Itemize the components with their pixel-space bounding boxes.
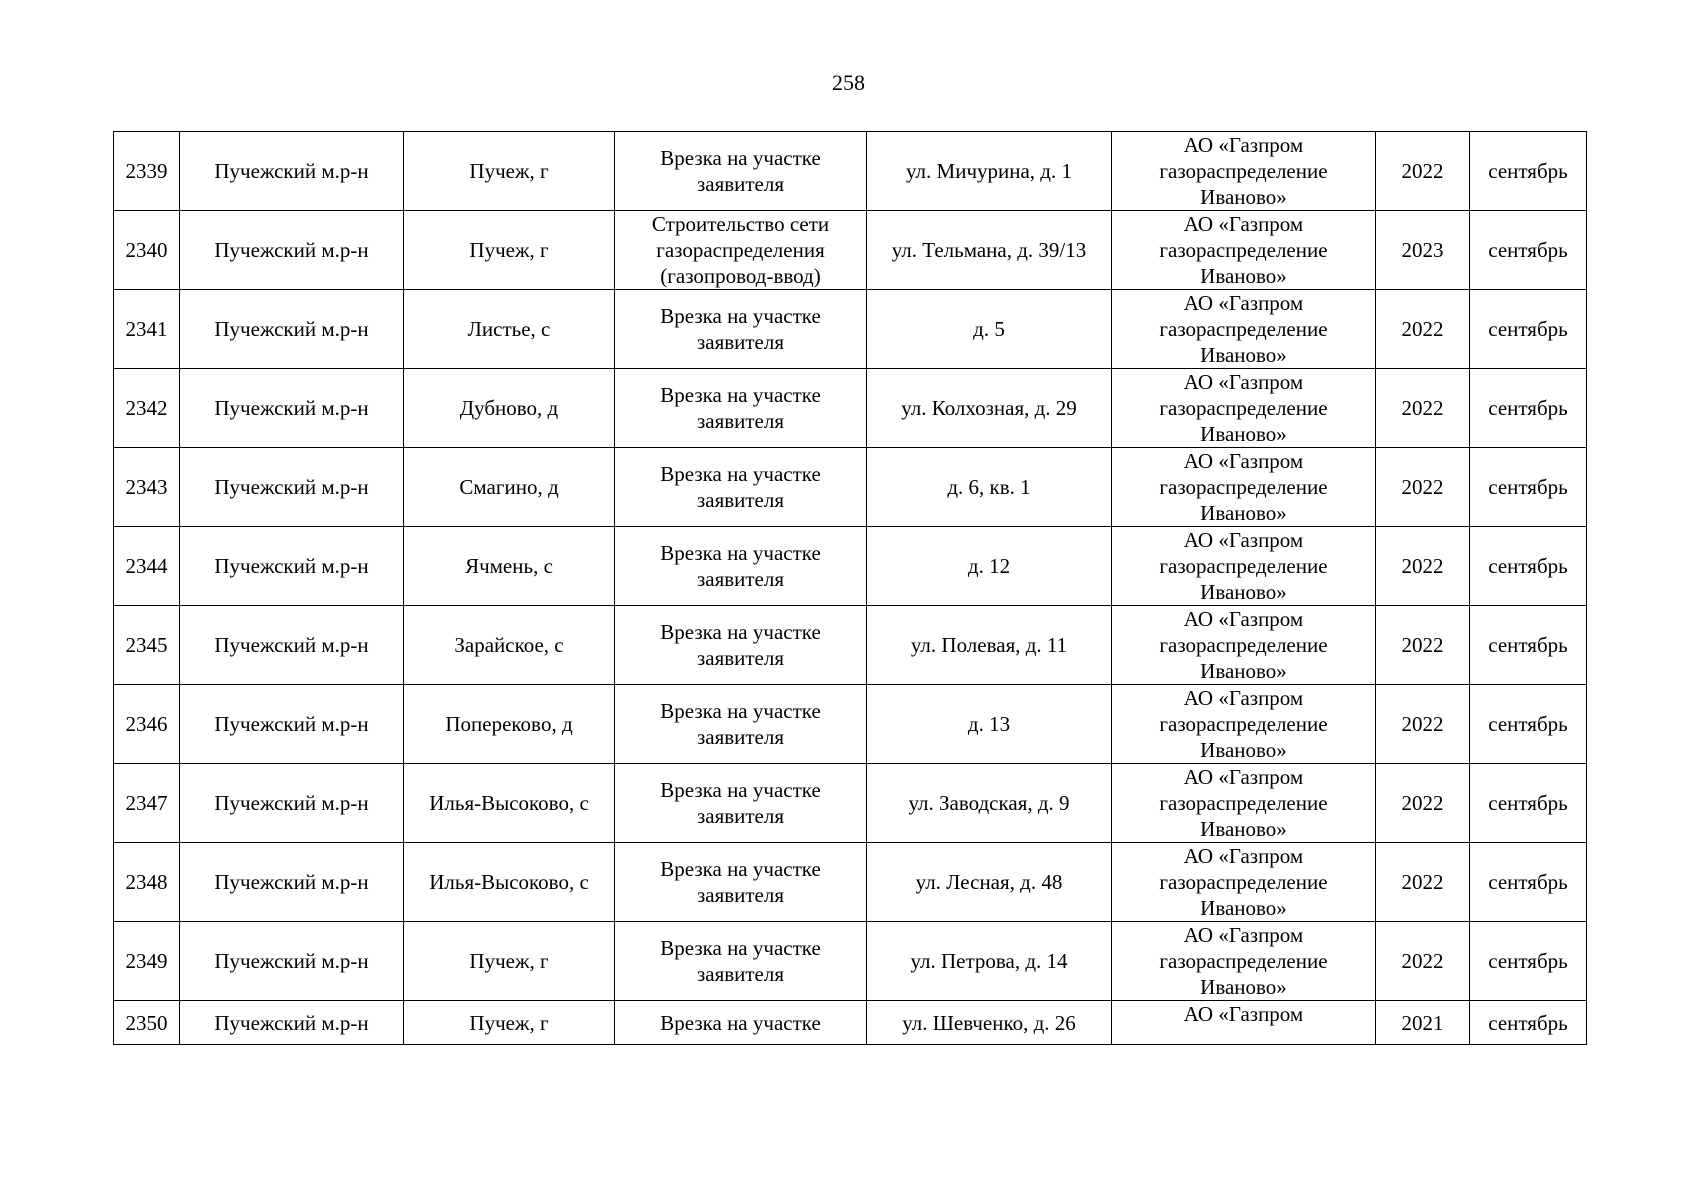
month-cell: сентябрь (1470, 290, 1587, 369)
work-type-cell: Врезка на участке заявителя (615, 764, 867, 843)
table-row-partial (114, 1001, 1587, 1045)
address-cell: ул. Шевченко, д. 26 (867, 1001, 1112, 1045)
month-cell: сентябрь (1470, 843, 1587, 922)
month-cell: сентябрь (1470, 606, 1587, 685)
work-type-cell: Строительство сети газораспределения (газопровод-ввод) (615, 211, 867, 290)
work-type-cell: Врезка на участке заявителя (615, 606, 867, 685)
address-cell: ул. Колхозная, д. 29 (867, 369, 1112, 448)
table-row (114, 606, 1587, 685)
row-number-cell: 2344 (114, 527, 180, 606)
table-row (114, 448, 1587, 527)
work-type-cell: Врезка на участке заявителя (615, 843, 867, 922)
organization-cell: АО «Газпром газораспределение Иваново» (1112, 685, 1376, 764)
address-cell: ул. Тельмана, д. 39/13 (867, 211, 1112, 290)
work-type-cell: Врезка на участке заявителя (615, 527, 867, 606)
row-number-cell: 2340 (114, 211, 180, 290)
locality-cell: Листье, с (404, 290, 615, 369)
locality-cell: Пучеж, г (404, 132, 615, 211)
table-row (114, 290, 1587, 369)
organization-cell: АО «Газпром газораспределение Иваново» (1112, 606, 1376, 685)
district-cell: Пучежский м.р-н (180, 606, 404, 685)
address-cell: д. 12 (867, 527, 1112, 606)
locality-cell: Илья-Высоково, с (404, 843, 615, 922)
year-cell: 2023 (1376, 211, 1470, 290)
work-type-cell: Врезка на участке (615, 1001, 867, 1045)
table-row (114, 843, 1587, 922)
table-row (114, 211, 1587, 290)
organization-cell: АО «Газпром газораспределение Иваново» (1112, 922, 1376, 1001)
organization-cell: АО «Газпром газораспределение Иваново» (1112, 290, 1376, 369)
district-cell: Пучежский м.р-н (180, 132, 404, 211)
work-type-cell: Врезка на участке заявителя (615, 369, 867, 448)
organization-cell: АО «Газпром газораспределение Иваново» (1112, 843, 1376, 922)
address-cell: д. 6, кв. 1 (867, 448, 1112, 527)
registry-table (113, 131, 1587, 1045)
district-cell: Пучежский м.р-н (180, 685, 404, 764)
organization-cell: АО «Газпром газораспределение Иваново» (1112, 211, 1376, 290)
organization-cell: АО «Газпром (1112, 1001, 1376, 1045)
district-cell: Пучежский м.р-н (180, 1001, 404, 1045)
year-cell: 2022 (1376, 132, 1470, 211)
row-number-cell: 2345 (114, 606, 180, 685)
locality-cell: Илья-Высоково, с (404, 764, 615, 843)
address-cell: д. 13 (867, 685, 1112, 764)
table-row (114, 764, 1587, 843)
organization-cell: АО «Газпром газораспределение Иваново» (1112, 764, 1376, 843)
organization-cell: АО «Газпром газораспределение Иваново» (1112, 132, 1376, 211)
row-number-cell: 2349 (114, 922, 180, 1001)
month-cell: сентябрь (1470, 369, 1587, 448)
address-cell: ул. Мичурина, д. 1 (867, 132, 1112, 211)
district-cell: Пучежский м.р-н (180, 211, 404, 290)
year-cell: 2022 (1376, 606, 1470, 685)
address-cell: ул. Петрова, д. 14 (867, 922, 1112, 1001)
district-cell: Пучежский м.р-н (180, 922, 404, 1001)
year-cell: 2022 (1376, 843, 1470, 922)
address-cell: д. 5 (867, 290, 1112, 369)
row-number-cell: 2343 (114, 448, 180, 527)
year-cell: 2022 (1376, 369, 1470, 448)
organization-cell: АО «Газпром газораспределение Иваново» (1112, 369, 1376, 448)
address-cell: ул. Полевая, д. 11 (867, 606, 1112, 685)
address-cell: ул. Лесная, д. 48 (867, 843, 1112, 922)
district-cell: Пучежский м.р-н (180, 369, 404, 448)
locality-cell: Пучеж, г (404, 922, 615, 1001)
year-cell: 2021 (1376, 1001, 1470, 1045)
work-type-cell: Врезка на участке заявителя (615, 685, 867, 764)
page-number: 258 (832, 70, 865, 95)
year-cell: 2022 (1376, 764, 1470, 843)
work-type-cell: Врезка на участке заявителя (615, 448, 867, 527)
month-cell: сентябрь (1470, 448, 1587, 527)
district-cell: Пучежский м.р-н (180, 527, 404, 606)
month-cell: сентябрь (1470, 764, 1587, 843)
year-cell: 2022 (1376, 922, 1470, 1001)
locality-cell: Зарайское, с (404, 606, 615, 685)
row-number-cell: 2347 (114, 764, 180, 843)
month-cell: сентябрь (1470, 211, 1587, 290)
district-cell: Пучежский м.р-н (180, 843, 404, 922)
year-cell: 2022 (1376, 290, 1470, 369)
district-cell: Пучежский м.р-н (180, 764, 404, 843)
district-cell: Пучежский м.р-н (180, 290, 404, 369)
row-number-cell: 2348 (114, 843, 180, 922)
row-number-cell: 2350 (114, 1001, 180, 1045)
locality-cell: Пучеж, г (404, 1001, 615, 1045)
organization-cell: АО «Газпром газораспределение Иваново» (1112, 448, 1376, 527)
month-cell: сентябрь (1470, 922, 1587, 1001)
locality-cell: Дубново, д (404, 369, 615, 448)
row-number-cell: 2339 (114, 132, 180, 211)
locality-cell: Смагино, д (404, 448, 615, 527)
month-cell: сентябрь (1470, 1001, 1587, 1045)
locality-cell: Ячмень, с (404, 527, 615, 606)
locality-cell: Пучеж, г (404, 211, 615, 290)
work-type-cell: Врезка на участке заявителя (615, 290, 867, 369)
organization-cell: АО «Газпром газораспределение Иваново» (1112, 527, 1376, 606)
month-cell: сентябрь (1470, 527, 1587, 606)
row-number-cell: 2342 (114, 369, 180, 448)
year-cell: 2022 (1376, 527, 1470, 606)
row-number-cell: 2346 (114, 685, 180, 764)
table-row (114, 922, 1587, 1001)
year-cell: 2022 (1376, 448, 1470, 527)
table-row (114, 132, 1587, 211)
table-body (114, 132, 1587, 1045)
table-row (114, 685, 1587, 764)
table-row (114, 369, 1587, 448)
month-cell: сентябрь (1470, 685, 1587, 764)
year-cell: 2022 (1376, 685, 1470, 764)
locality-cell: Поперековo, д (404, 685, 615, 764)
address-cell: ул. Заводская, д. 9 (867, 764, 1112, 843)
row-number-cell: 2341 (114, 290, 180, 369)
month-cell: сентябрь (1470, 132, 1587, 211)
work-type-cell: Врезка на участке заявителя (615, 132, 867, 211)
district-cell: Пучежский м.р-н (180, 448, 404, 527)
table-row (114, 527, 1587, 606)
work-type-cell: Врезка на участке заявителя (615, 922, 867, 1001)
